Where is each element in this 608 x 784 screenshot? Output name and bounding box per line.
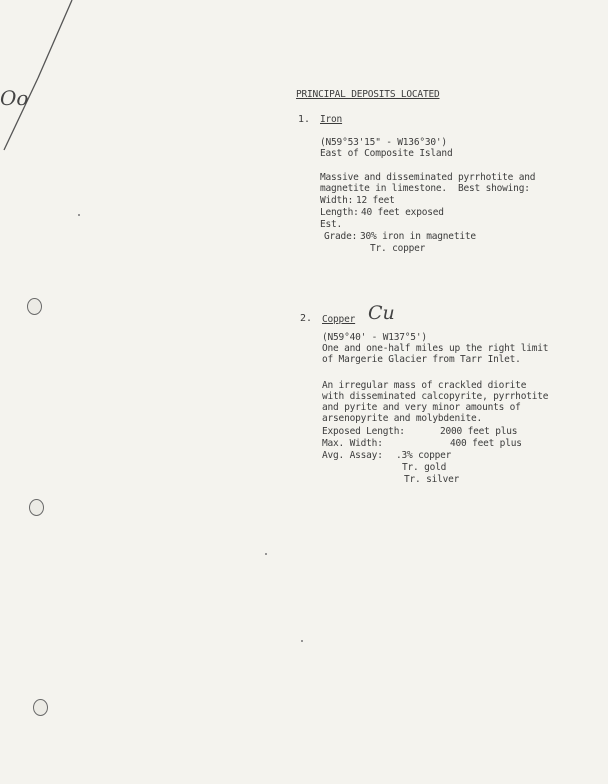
speck	[78, 214, 80, 216]
margin-note: Oo	[0, 86, 29, 110]
detail-label: Width:	[320, 195, 354, 206]
pen-marks	[0, 0, 80, 160]
deposit-2-symbol: Cu	[368, 302, 395, 324]
detail-value: 40 feet exposed	[361, 207, 444, 218]
deposit-1-location: East of Composite Island	[320, 148, 453, 159]
detail-value: Tr. gold	[402, 462, 447, 473]
detail-label: Est.	[320, 219, 343, 230]
deposit-2-description-line: An irregular mass of crackled diorite	[322, 380, 527, 391]
detail-value: 12 feet	[356, 195, 395, 206]
deposit-1-name: Iron	[320, 114, 343, 125]
detail-value: .3% copper	[396, 450, 452, 461]
speck	[301, 640, 303, 642]
detail-value: Tr. silver	[404, 474, 460, 485]
deposit-2-description-line: and pyrite and very minor amounts of	[322, 402, 521, 413]
detail-value: 2000 feet plus	[440, 426, 518, 437]
detail-value: 400 feet plus	[450, 438, 522, 449]
binder-hole-3	[33, 699, 48, 716]
detail-value: Tr. copper	[370, 243, 426, 254]
page-heading: PRINCIPAL DEPOSITS LOCATED	[296, 89, 440, 100]
binder-hole-1	[27, 298, 42, 315]
detail-label: Avg. Assay:	[322, 450, 383, 461]
deposit-1-coords: (N59°53'15" - W136°30')	[320, 137, 447, 148]
deposit-2-location-line: One and one-half miles up the right limit	[322, 343, 549, 354]
detail-label: Grade:	[324, 231, 358, 242]
deposit-2-description-line: with disseminated calcopyrite, pyrrhotite	[322, 391, 549, 402]
detail-label: Length:	[320, 207, 359, 218]
speck	[265, 553, 267, 555]
deposit-2-number: 2.	[300, 313, 313, 324]
binder-hole-2	[29, 499, 44, 516]
deposit-1-description-line: magnetite in limestone. Best showing:	[320, 183, 530, 194]
deposit-1-number: 1.	[298, 114, 311, 125]
detail-label: Exposed Length:	[322, 426, 405, 437]
detail-value: 30% iron in magnetite	[360, 231, 476, 242]
deposit-2-description-line: arsenopyrite and molybdenite.	[322, 413, 483, 424]
deposit-2-location-line: of Margerie Glacier from Tarr Inlet.	[322, 354, 521, 365]
deposit-2-name: Copper	[322, 314, 356, 325]
deposit-2-coords: (N59°40' - W137°5')	[322, 332, 427, 343]
deposit-1-description-line: Massive and disseminated pyrrhotite and	[320, 172, 536, 183]
detail-label: Max. Width:	[322, 438, 383, 449]
